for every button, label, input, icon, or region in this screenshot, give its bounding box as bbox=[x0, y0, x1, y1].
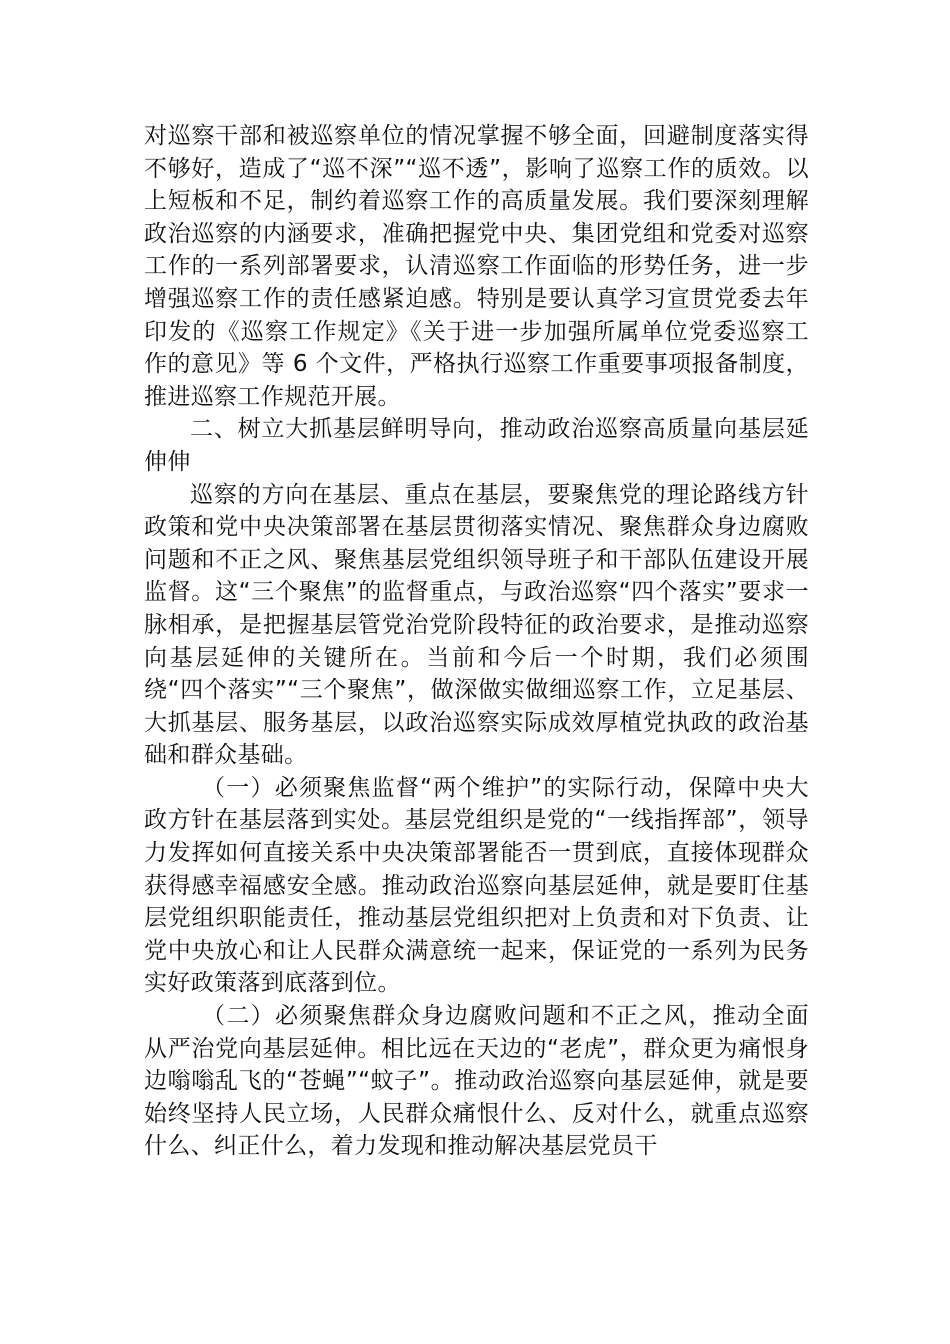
paragraph-continuation: 对巡察干部和被巡察单位的情况掌握不够全面，回避制度落实得不够好，造成了“巡不深”“巡不透”，影响了巡察工作的质效。以上短板和不足，制约着巡察工作的高质量发展。我们要深刻理解政治巡察的内涵要求，准确把握党中央、集团党组和党委对巡察工作的一系列部署要求，认清巡察工作面临的形势任务，进一步增强巡察工作的责任感紧迫感。特别是要认真学习宣贯党委去年印发的《巡察工作规定》《关于进一步加强所属单位党委巡察工作的意见》等 6 个文件，严格执行巡察工作重要事项报备制度，推进巡察工作规范开展。 bbox=[144, 123, 809, 410]
paragraph-inspection-direction: 巡察的方向在基层、重点在基层，要聚焦党的理论路线方针政策和党中央决策部署在基层贯彻落实情况、聚焦群众身边腐败问题和不正之风、聚焦基层党组织领导班子和干部队伍建设开展监督。这“三个聚焦”的监督重点，与政治巡察“四个落实”要求一脉相承，是把握基层管党治党阶段特征的政治要求，是推动巡察向基层延伸的关键所在。当前和今后一个时期，我们必须围绕“四个落实”“三个聚焦”，做深做实做细巡察工作，立足基层、大抓基层、服务基层，以政治巡察实际成效厚植党执政的政治基础和群众基础。 bbox=[144, 481, 809, 769]
document-body bbox=[144, 120, 809, 1163]
subsection-one-paragraph: （一）必须聚焦监督“两个维护”的实际行动，保障中央大政方针在基层落到实处。基层党组织是党的“一线指挥部”，领导力发挥如何直接关系中央决策部署能否一贯到底，直接体现群众获得感幸福感安全感。推动政治巡察向基层延伸，就是要盯住基层党组织职能责任，推动基层党组织把对上负责和对下负责、让党中央放心和让人民群众满意统一起来，保证党的一系列为民务实好政策落到底落到位。 bbox=[144, 774, 809, 997]
subsection-two-paragraph: （二）必须聚焦群众身边腐败问题和不正之风，推动全面从严治党向基层延伸。相比远在天边的“老虎”，群众更为痛恨身边嗡嗡乱飞的“苍蝇”“蚊子”。推动政治巡察向基层延伸，就是要始终坚持人民立场，人民群众痛恨什么、反对什么，就重点巡察什么、纠正什么，着力发现和推动解决基层党员干 bbox=[144, 1003, 809, 1160]
section-heading-two: 二、树立大抓基层鲜明导向，推动政治巡察高质量向基层延伸伸 bbox=[144, 416, 809, 475]
